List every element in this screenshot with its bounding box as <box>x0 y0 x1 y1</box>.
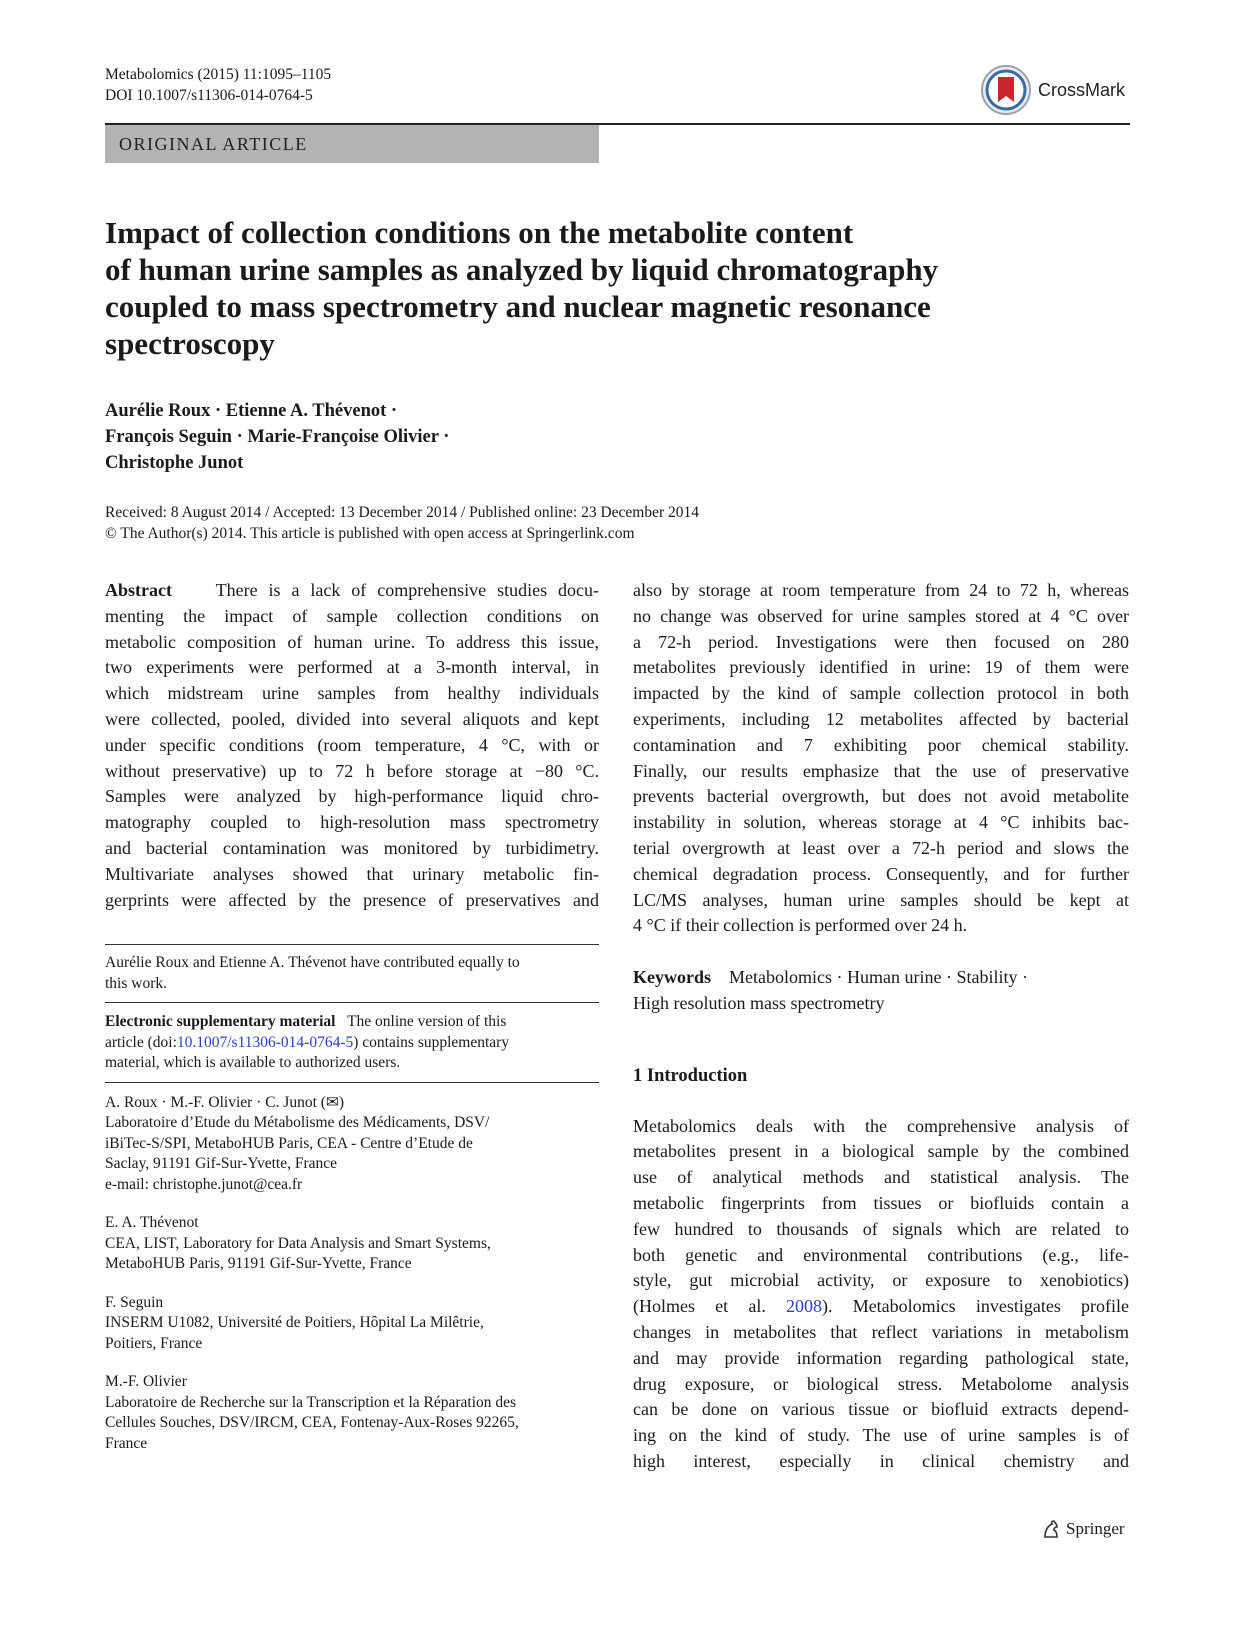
affiliation-block <box>105 1213 599 1275</box>
abstract-line: also by storage at room temperature from 24 to 72 h, whereas <box>633 580 1129 600</box>
introduction-body <box>633 1114 1129 1475</box>
author-line: Aurélie Roux · Etienne A. Thévenot · <box>105 401 398 421</box>
affiliation-line: CEA, LIST, Laboratory for Data Analysis and Smart Systems, <box>105 1234 491 1252</box>
keywords <box>633 965 1129 1017</box>
keywords-line: High resolution mass spectrometry <box>633 992 885 1013</box>
citation-link[interactable]: 2008 <box>786 1296 823 1317</box>
affiliation-block <box>105 1093 599 1196</box>
affiliation-email[interactable]: e-mail: christophe.junot@cea.fr <box>105 1175 303 1193</box>
body-line: metabolic fingerprints from tissues or biofluids contain a <box>633 1192 1129 1213</box>
abstract-line: LC/MS analyses, human urine samples should be kept at <box>633 889 1129 910</box>
body-line: few hundred to thousands of signals which are related to <box>633 1218 1129 1239</box>
esm-note <box>105 1012 599 1074</box>
article-type-banner: ORIGINAL ARTICLE <box>105 125 599 163</box>
abstract <box>105 578 599 913</box>
affiliation-line: Saclay, 91191 Gif-Sur-Yvette, France <box>105 1155 338 1173</box>
body-line: style, gut microbial activity, or exposure to xenobiotics) <box>633 1270 1129 1291</box>
abstract-line: and bacterial contamination was monitored by turbidimetry. <box>105 837 599 858</box>
body-line: (Holmes et al. 2008). Metabolomics investigates profile <box>633 1296 1129 1317</box>
abstract-line: terial overgrowth at least over a 72-h period and slows the <box>633 837 1129 858</box>
abstract-line: no change was observed for urine samples stored at 4 °C over <box>633 605 1129 626</box>
affiliation-line: INSERM U1082, Université de Poitiers, Hôpital La Milêtrie, <box>105 1314 484 1332</box>
footnote-line: this work. <box>105 974 167 992</box>
abstract-line: a 72-h period. Investigations were then focused on 280 <box>633 631 1129 652</box>
footnote-line: Aurélie Roux and Etienne A. Thévenot have contributed equally to <box>105 954 520 972</box>
abstract-line: Abstract There is a lack of comprehensive studies docu- <box>105 580 599 600</box>
abstract-heading: Abstract <box>105 580 172 600</box>
author-line: Christophe Junot <box>105 453 244 473</box>
affiliation-line: France <box>105 1434 148 1452</box>
footnote-rule <box>105 1002 599 1003</box>
footnote-rule <box>105 1082 599 1083</box>
abstract-line: contamination and 7 exhibiting poor chemical stability. <box>633 734 1129 755</box>
abstract-line: prevents bacterial overgrowth, but does not avoid metabolite <box>633 786 1129 807</box>
journal-line: Metabolomics (2015) 11:1095–1105 <box>105 66 332 83</box>
abstract-line: under specific conditions (room temperature, 4 °C, with or <box>105 734 599 755</box>
author-list <box>105 398 449 476</box>
body-line: use of analytical methods and statistical analysis. The <box>633 1167 1129 1188</box>
abstract-line: chemical degradation process. Consequently, and for further <box>633 863 1129 884</box>
affiliation-line: Laboratoire de Recherche sur la Transcription et la Réparation des <box>105 1393 517 1411</box>
affiliation-names: F. Seguin <box>105 1293 164 1311</box>
abstract-line: gerprints were affected by the presence of preservatives and <box>105 889 599 910</box>
body-line: Metabolomics deals with the comprehensive analysis of <box>633 1115 1129 1136</box>
copyright-line: © The Author(s) 2014. This article is published with open access at Springerlink.com <box>105 524 635 542</box>
equal-contribution-note <box>105 953 599 994</box>
abstract-line: instability in solution, whereas storage at 4 °C inhibits bac- <box>633 812 1129 833</box>
abstract-line: without preservative) up to 72 h before storage at −80 °C. <box>105 760 599 781</box>
keywords-line: Keywords Metabolomics · Human urine · Stability · <box>633 967 1028 988</box>
title-line: spectroscopy <box>105 326 275 361</box>
esm-heading: Electronic supplementary material <box>105 1013 336 1031</box>
abstract-line: metabolic composition of human urine. To address this issue, <box>105 631 599 652</box>
affiliation-line: Laboratoire d’Etude du Métabolisme des Médicaments, DSV/ <box>105 1114 490 1132</box>
abstract-line: metabolites previously identified in urine: 19 of them were <box>633 657 1129 678</box>
abstract-line: Multivariate analyses showed that urinary metabolic fin- <box>105 863 599 884</box>
abstract-line: two experiments were performed at a 3-month interval, in <box>105 657 599 678</box>
abstract-line: Samples were analyzed by high-performance liquid chro- <box>105 786 599 807</box>
title-line: Impact of collection conditions on the metabolite content <box>105 215 854 250</box>
publication-dates <box>105 503 699 544</box>
springer-horse-icon <box>1040 1518 1062 1540</box>
body-line: metabolites present in a biological sample by the combined <box>633 1141 1129 1162</box>
abstract-line: menting the impact of sample collection conditions on <box>105 605 599 626</box>
abstract-line: experiments, including 12 metabolites affected by bacterial <box>633 708 1129 729</box>
abstract-line: matography coupled to high-resolution mass spectrometry <box>105 812 599 833</box>
esm-doi-link[interactable]: 10.1007/s11306-014-0764-5 <box>176 1033 354 1051</box>
journal-citation <box>105 64 331 106</box>
affiliation-line: iBiTec-S/SPI, MetaboHUB Paris, CEA - Centre d’Etude de <box>105 1134 473 1152</box>
abstract-line: impacted by the kind of sample collection protocol in both <box>633 683 1129 704</box>
crossmark-badge[interactable] <box>980 62 1130 118</box>
publisher-name: Springer <box>1066 1519 1125 1538</box>
publisher-logo <box>1040 1518 1125 1540</box>
keywords-heading: Keywords <box>633 967 711 988</box>
abstract-line: were collected, pooled, divided into several aliquots and kept <box>105 708 599 729</box>
abstract-line: which midstream urine samples from healthy individuals <box>105 683 599 704</box>
left-column <box>105 578 599 1454</box>
affiliation-line: Cellules Souches, DSV/IRCM, CEA, Fontenay-Aux-Roses 92265, <box>105 1414 519 1432</box>
author-line: François Seguin · Marie-Françoise Olivier · <box>105 427 450 447</box>
body-line: drug exposure, or biological stress. Metabolome analysis <box>633 1373 1129 1394</box>
body-line: both genetic and environmental contributions (e.g., life- <box>633 1244 1129 1265</box>
right-column <box>633 578 1129 1475</box>
introduction-heading: 1 Introduction <box>633 1065 748 1086</box>
affiliation-names: E. A. Thévenot <box>105 1214 199 1232</box>
received-line: Received: 8 August 2014 / Accepted: 13 December 2014 / Published online: 23 December 2014 <box>105 504 700 521</box>
footnote-line: article (doi:10.1007/s11306-014-0764-5) contains supplementary <box>105 1033 510 1051</box>
body-line: and may provide information regarding pathological state, <box>633 1347 1129 1368</box>
article-title <box>105 214 1065 362</box>
abstract-line: 4 °C if their collection is performed over 24 h. <box>633 915 968 936</box>
footnote-rule <box>105 944 599 945</box>
affiliation-block <box>105 1293 599 1355</box>
doi-line: DOI 10.1007/s11306-014-0764-5 <box>105 87 313 104</box>
abstract-continued <box>633 578 1129 939</box>
body-line: changes in metabolites that reflect variations in metabolism <box>633 1321 1129 1342</box>
body-line: high interest, especially in clinical chemistry and <box>633 1450 1129 1471</box>
crossmark-label: CrossMark <box>1038 79 1126 100</box>
affiliation-names: A. Roux · M.-F. Olivier · C. Junot (✉) <box>105 1093 345 1111</box>
body-line: ing on the kind of study. The use of urine samples is of <box>633 1425 1129 1446</box>
title-line: coupled to mass spectrometry and nuclear magnetic resonance <box>105 289 931 324</box>
affiliation-names: M.-F. Olivier <box>105 1373 187 1391</box>
abstract-line: Finally, our results emphasize that the use of preservative <box>633 760 1129 781</box>
footnote-line: Electronic supplementary material The online version of this <box>105 1013 507 1031</box>
affiliation-block <box>105 1372 599 1454</box>
body-line: can be done on various tissue or biofluid extracts depend- <box>633 1399 1129 1420</box>
footnote-line: material, which is available to authorized users. <box>105 1054 401 1072</box>
affiliation-line: MetaboHUB Paris, 91191 Gif-Sur-Yvette, France <box>105 1255 412 1273</box>
affiliation-line: Poitiers, France <box>105 1334 203 1352</box>
title-line: of human urine samples as analyzed by liquid chromatography <box>105 252 939 287</box>
crossmark-icon <box>980 64 1032 116</box>
